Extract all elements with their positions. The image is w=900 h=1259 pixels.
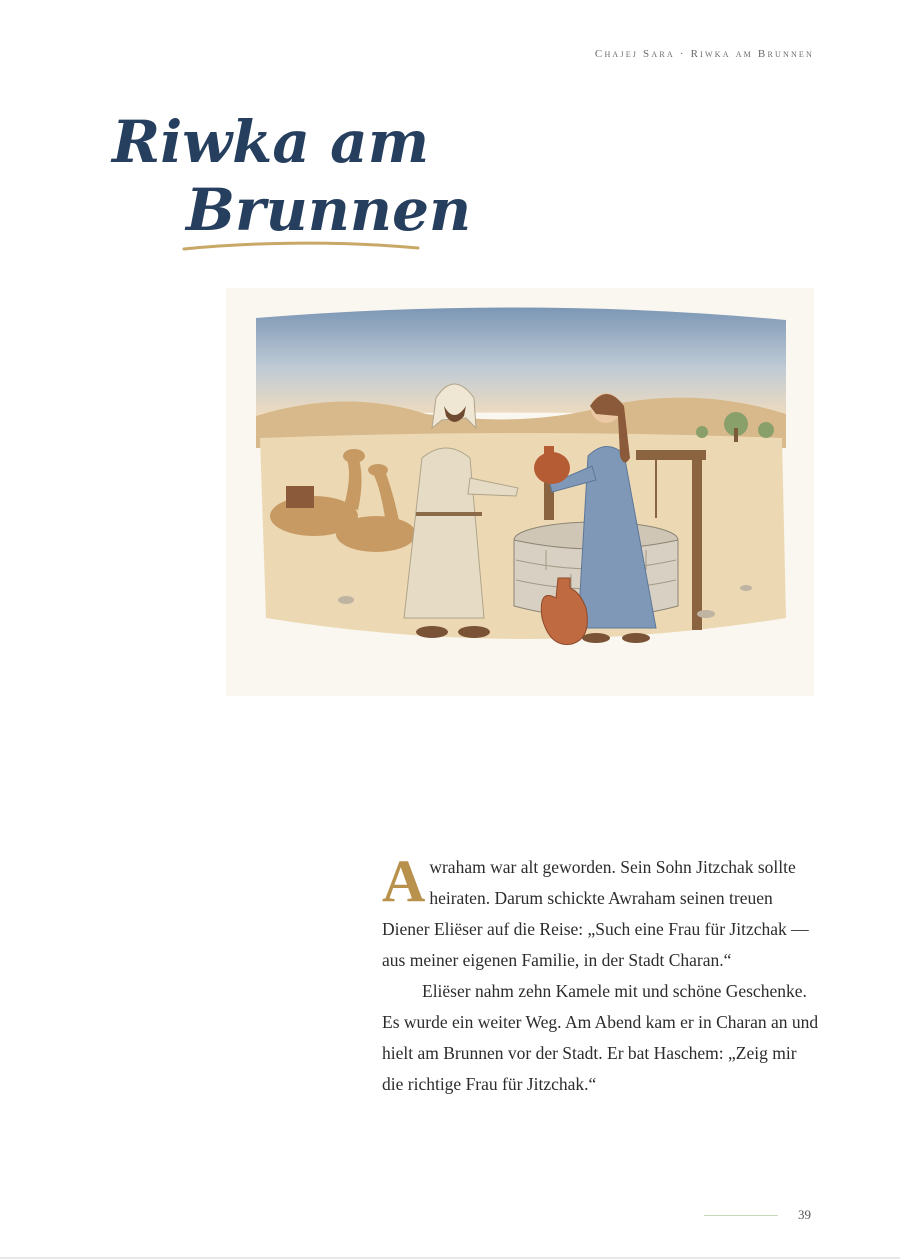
illustration-drawing — [226, 288, 814, 696]
footer-rule — [704, 1215, 778, 1216]
chapter-title-line-2: Brunnen — [186, 176, 472, 244]
page-number: 39 — [798, 1207, 811, 1222]
chapter-title — [112, 108, 471, 244]
running-header: Chajej Sara · Riwka am Brunnen — [594, 48, 814, 60]
well-scene-illustration — [226, 288, 814, 696]
drop-cap: A — [382, 848, 426, 914]
title-underline — [182, 238, 422, 254]
story-text — [382, 848, 822, 1100]
paragraph-1 — [382, 848, 822, 976]
chapter-title-line-1: Riwka am — [112, 108, 430, 176]
paragraph-1-text: wraham war alt geworden. Sein Sohn Jitzchak sollte heiraten. Darum schickte Awraham seinen treuen Diener Eliëser auf die Reise: „Such eine Frau für Jitzchak — aus meiner eigenen Familie, in der Stadt Charan.“ — [382, 857, 809, 970]
paragraph-2: Eliëser nahm zehn Kamele mit und schöne Geschenke. Es wurde ein weiter Weg. Am Abend kam er in Charan an und hielt am Brunnen vor der Stadt. Er bat Haschem: „Zeig mir die richtige Frau für Jitzchak.“ — [382, 981, 819, 1094]
